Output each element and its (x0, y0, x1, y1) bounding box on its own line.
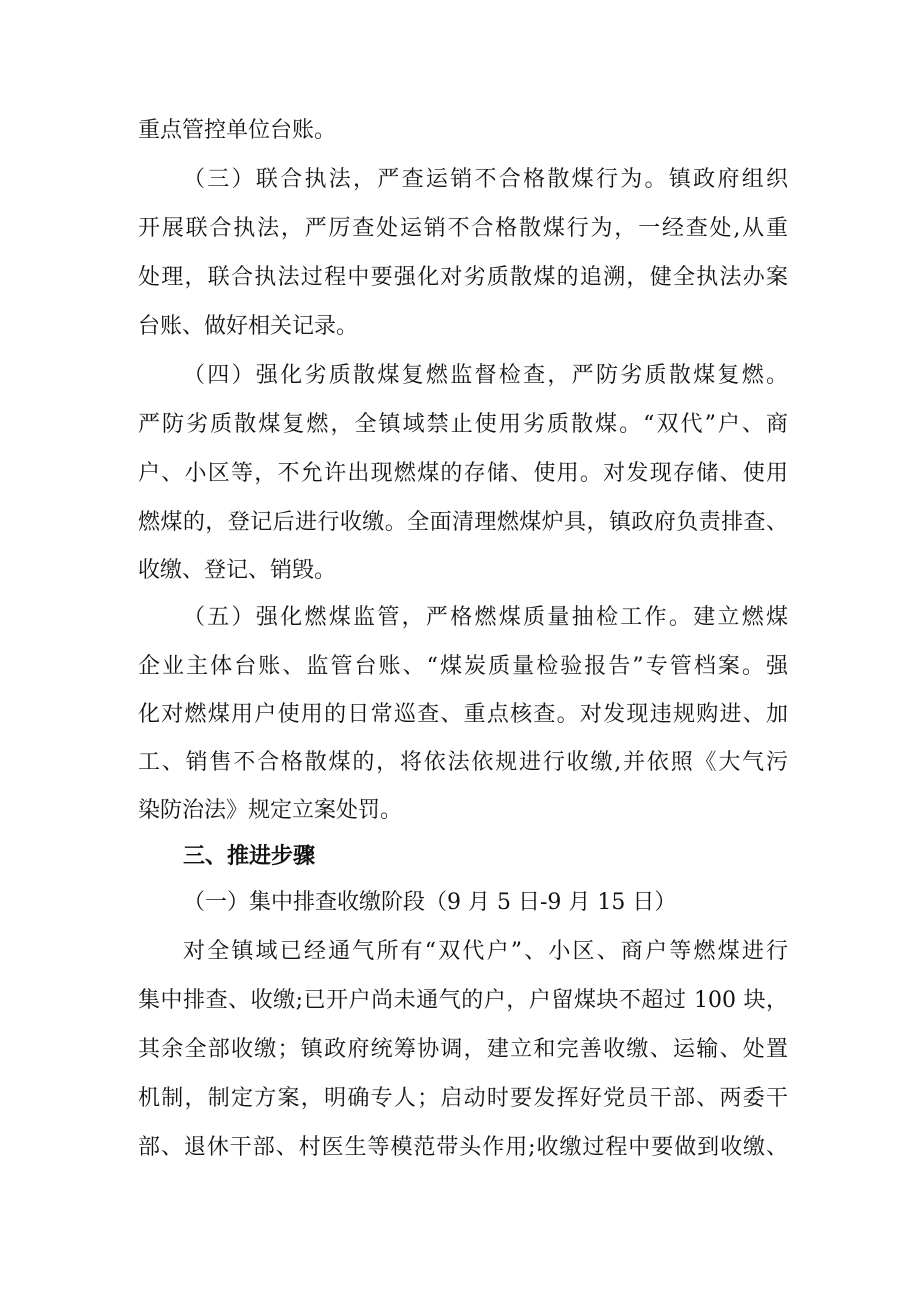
text-line: （五）强化燃煤监管，严格燃煤质量抽检工作。建立燃煤 (183, 605, 788, 630)
text-line: 开展联合执法，严厉查处运销不合格散煤行为，一经查处,从重 (138, 216, 788, 241)
text-line: 集中排查、收缴;已开户尚未通气的户，户留煤块不超过 100 块， (138, 988, 788, 1013)
section-heading: 三、推进步骤 (183, 844, 316, 869)
text-line: 染防治法》规定立案处罚。 (138, 798, 403, 823)
text-line: 燃煤的，登记后进行收缴。全面清理燃煤炉具，镇政府负责排查、 (138, 510, 788, 535)
text-line: 其余全部收缴；镇政府统筹协调，建立和完善收缴、运输、处置 (138, 1037, 788, 1062)
text-line: 收缴、登记、销毁。 (138, 558, 337, 583)
text-line: 企业主体台账、监管台账、“煤炭质量检验报告”专管档案。强 (138, 654, 788, 679)
text-line: （三）联合执法，严查运销不合格散煤行为。镇政府组织 (183, 167, 788, 192)
text-line: 重点管控单位台账。 (138, 118, 337, 143)
text-line: （四）强化劣质散煤复燃监督检查，严防劣质散煤复燃。 (183, 363, 788, 388)
text-line: 化对燃煤用户使用的日常巡查、重点核查。对发现违规购进、加 (138, 702, 788, 727)
text-line: 机制，制定方案，明确专人；启动时要发挥好党员干部、两委干 (138, 1086, 788, 1111)
text-line: 对全镇域已经通气所有“双代户”、小区、商户等燃煤进行 (183, 939, 788, 964)
text-line: 台账、做好相关记录。 (138, 314, 359, 339)
text-line: （一）集中排查收缴阶段（9 月 5 日-9 月 15 日） (183, 890, 677, 915)
text-line: 工、销售不合格散煤的，将依法依规进行收缴,并依照《大气污 (138, 750, 788, 775)
text-line: 严防劣质散煤复燃，全镇域禁止使用劣质散煤。“双代”户、商 (138, 412, 788, 437)
text-line: 处理，联合执法过程中要强化对劣质散煤的追溯，健全执法办案 (138, 265, 788, 290)
text-line: 户、小区等，不允许出现燃煤的存储、使用。对发现存储、使用 (138, 461, 788, 486)
text-line: 部、退休干部、村医生等模范带头作用;收缴过程中要做到收缴、 (138, 1135, 788, 1160)
